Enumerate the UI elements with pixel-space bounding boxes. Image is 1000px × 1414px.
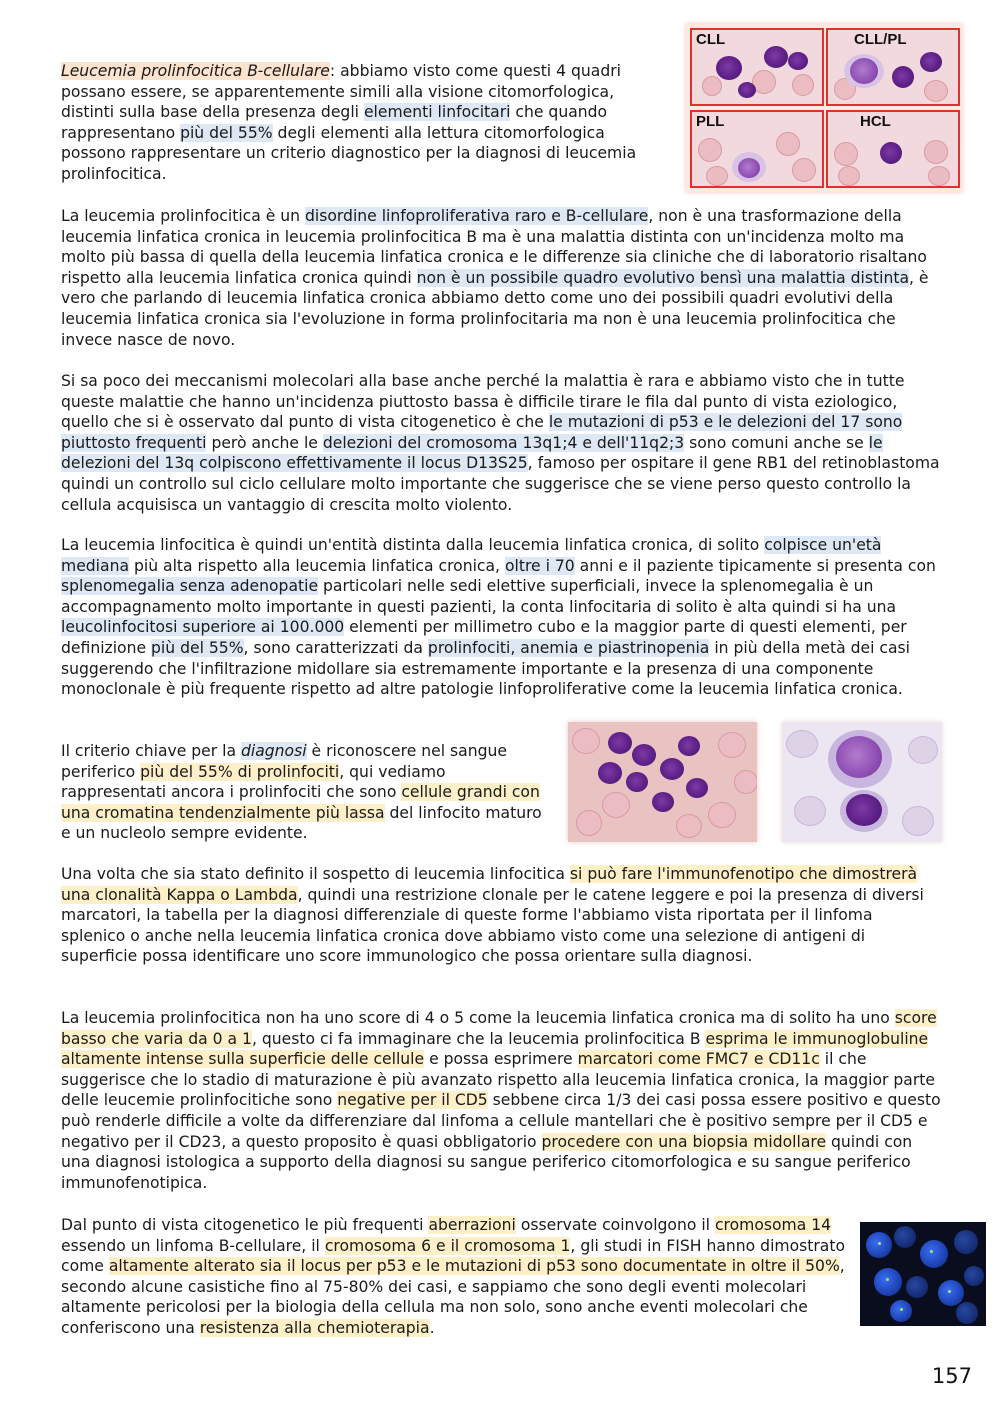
highlighted-text: si può fare l'immunofenotipo che dimostrerà una clonalità Kappa o Lambda: [61, 865, 918, 904]
text-run: , famoso per ospitare il gene RB1 del retinoblastoma quindi un controllo sul ciclo cellulare molto importante che suggerisce che se viene perso questo controllo la cellula acquisisca un vantaggio di crescita molto violento.: [61, 454, 940, 514]
cell-panel-hcl: [826, 110, 960, 188]
paragraph-diagnosis: [61, 741, 543, 844]
highlighted-text: delezioni del cromosoma 13q1;4 e dell'11q2;3: [322, 433, 685, 452]
text-run: e possa esprimere: [424, 1050, 578, 1069]
highlighted-text: resistenza alla chemioterapia: [199, 1318, 430, 1337]
panel-label: CLL/PL: [854, 31, 907, 48]
paragraph-intro: [61, 61, 671, 185]
highlighted-text: cromosoma 6 e il cromosoma 1: [324, 1236, 571, 1255]
cell-panel-cll-pl: [826, 28, 960, 106]
panel-label: PLL: [696, 113, 725, 130]
highlighted-text: Leucemia prolinfocitica B-cellulare: [61, 62, 330, 80]
text-run: osservate coinvolgono il: [515, 1216, 715, 1234]
text-run: , qui vediamo rappresentati ancora i prolinfociti che sono: [61, 762, 446, 802]
highlighted-text: cromosoma 14: [714, 1216, 832, 1234]
highlighted-text: più del 55%: [180, 123, 273, 142]
highlighted-text: oltre i 70: [504, 556, 575, 575]
text-run: Una volta che sia stato definito il sospetto di leucemia linfocitica: [61, 865, 570, 883]
text-run: che quando rappresentano: [61, 103, 608, 142]
highlighted-text: più del 55% di prolinfociti: [140, 762, 340, 781]
text-run: .: [429, 1318, 435, 1337]
text-run: La leucemia prolinfocitica non ha uno score di 4 o 5 come la leucemia linfatica cronica ma di solito ha uno: [61, 1009, 895, 1027]
fish-fluorescence-image: [860, 1222, 986, 1326]
highlighted-text: disordine linfoproliferativa raro e B-cellulare: [305, 207, 649, 225]
blood-smear-grid-image: [686, 24, 962, 192]
highlighted-text: splenomegalia senza adenopatie: [61, 577, 319, 596]
prolymphocyte-smear-image: [568, 722, 757, 842]
text-run: , secondo alcune casistiche fino al 75-80% dei casi, e sappiamo che sono degli eventi molecolari altamente pericolosi per la biologia della cellula ma non solo, sono anche eventi molecolari che conferiscono una: [61, 1257, 845, 1337]
text-run: La leucemia linfocitica è quindi un'entità distinta dalla leucemia linfatica cronica, di solito: [61, 536, 765, 554]
text-run: degli elementi alla lettura citomorfologica possono rappresentare un criterio diagnostico per la diagnosi di leucemia prolinfocitica.: [61, 123, 637, 183]
text-run: , quindi una restrizione clonale per le catene leggere e poi la presenza di diversi marcatori, la tabella per la diagnosi differenziale di queste forme l'abbiamo vista riportata per il linfoma splenico o anche nella leucemia linfatica cronica dove abbiamo visto come una selezione di antigeni di superficie possa identificare uno score immunologico che possa orientare sulla diagnosi.: [61, 885, 924, 966]
highlighted-text: score basso che varia da 0 a 1: [61, 1009, 937, 1048]
highlighted-text: non è un possibile quadro evolutivo bensì una malattia distinta: [416, 268, 909, 287]
paragraph-molecular: [61, 371, 941, 515]
text-run: elementi per millimetro cubo e la maggior parte di questi elementi, per definizione: [61, 618, 907, 657]
paragraph-definition: [61, 206, 941, 350]
text-run: quindi con una diagnosi istologica a supporto della diagnosi su sangue periferico citomorfologica e su sangue periferico immunofenotipica.: [61, 1132, 913, 1192]
panel-label: CLL: [696, 31, 726, 48]
text-run: , è vero che parlando di leucemia linfatica cronica abbiamo detto come uno dei possibili quadri evolutivi della leucemia linfatica cronica sia l'evoluzione in forma prolinfocitaria ma non è una leucemia prolinfocitica che invece nasce de novo.: [61, 268, 929, 349]
text-run: Dal punto di vista citogenetico le più frequenti: [61, 1216, 429, 1234]
highlighted-text: diagnosi: [240, 742, 307, 760]
paragraph-cytogenetics: [61, 1215, 851, 1339]
text-run: sono comuni anche se: [684, 433, 869, 452]
cell-panel-pll: [690, 110, 824, 188]
text-run: , sono caratterizzati da: [243, 638, 428, 657]
text-run: però anche le: [206, 433, 323, 452]
text-run: particolari nelle sedi elettive superficiali, invece la splenomegalia è un accompagnamento molto importante in questi pazienti, la conta linfocitaria di solito è alta quindi si ha una: [61, 577, 897, 616]
highlighted-text: procedere con una biopsia midollare: [541, 1132, 827, 1151]
text-run: La leucemia prolinfocitica è un: [61, 207, 306, 225]
text-run: , questo ci fa immaginare che la leucemia prolinfocitica B: [251, 1029, 706, 1048]
text-run: : abbiamo visto come questi 4 quadri possano essere, se apparentemente simili alla visione citomorfologica, distinti sulla base della presenza degli: [61, 62, 621, 122]
text-run: è riconoscere nel sangue periferico: [61, 742, 507, 781]
highlighted-text: altamente alterato sia il locus per p53 e le mutazioni di p53 sono documentate in oltre il 50%: [108, 1257, 840, 1276]
highlighted-text: marcatori come FMC7 e CD11c: [577, 1050, 820, 1069]
highlighted-text: colpisce un'età mediana: [61, 536, 882, 575]
text-run: sebbene circa 1/3 dei casi possa essere positivo e questo può renderle difficile a volte da differenziare dal linfoma a cellule mantellari che è positivo sempre per il CD5 e negativo per il CD23, a questo proposito è quasi obbligatorio: [61, 1091, 941, 1151]
highlighted-text: leucolinfocitosi superiore ai 100.000: [61, 618, 345, 637]
text-run: essendo un linfoma B-cellulare, il: [61, 1236, 325, 1255]
prolymphocyte-closeup-image: [782, 722, 942, 842]
text-run: il che suggerisce che lo stadio di maturazione è più avanzato rispetto alla leucemia linfatica cronica, la maggior parte delle leucemie prolinfocitiche sono: [61, 1050, 935, 1110]
paragraph-clinical: [61, 535, 941, 700]
text-run: Il criterio chiave per la: [61, 742, 241, 760]
text-run: Si sa poco dei meccanismi molecolari alla base anche perché la malattia è rara e abbiamo visto che in tutte queste malattie che hanno un'incidenza piuttosto bassa è difficile tirare le fila dal punto di vista eziologico, quello che si è osservato dal punto di vista citogenetico è che: [61, 372, 905, 432]
text-run: anni e il paziente tipicamente si presenta con: [574, 556, 936, 575]
text-run: in più della metà dei casi suggerendo che l'infiltrazione midollare sia estremamente importante e la presenza di una componente monoclonale è più frequente rispetto ad altre patologie linfoproliferative come la leucemia linfatica cronica.: [61, 638, 911, 699]
paragraph-immunophenotype: [61, 864, 941, 967]
highlighted-text: elementi linfocitari: [363, 103, 511, 122]
highlighted-text: aberrazioni: [428, 1216, 516, 1234]
highlighted-text: le delezioni del 13q colpiscono effettivamente il locus D13S25: [61, 433, 883, 473]
highlighted-text: cellule grandi con una cromatina tendenzialmente più lassa: [61, 783, 540, 822]
text-run: più alta rispetto alla leucemia linfatica cronica,: [129, 556, 505, 575]
cell-panel-cll: [690, 28, 824, 106]
highlighted-text: esprima le immunoglobuline altamente intense sulla superficie delle cellule: [61, 1029, 929, 1069]
page-number: 157: [931, 1364, 972, 1388]
highlighted-text: le mutazioni di p53 e le delezioni del 17 sono piuttosto frequenti: [61, 413, 903, 452]
text-run: del linfocito maturo e un nucleolo sempre evidente.: [61, 803, 542, 843]
highlighted-text: negative per il CD5: [337, 1091, 488, 1110]
paragraph-score: [61, 1008, 941, 1193]
text-run: , non è una trasformazione della leucemia linfatica cronica in leucemia prolinfocitica B ma è una malattia distinta con un'incidenza molto ma molto più bassa di quella della leucemia linfatica cronica e le differenze sia cliniche che di laboratorio risaltano rispetto alla leucemia linfatica cronica quindi: [61, 207, 927, 287]
text-run: , gli studi in FISH hanno dimostrato come: [61, 1236, 845, 1276]
highlighted-text: più del 55%: [151, 638, 244, 657]
highlighted-text: prolinfociti, anemia e piastrinopenia: [427, 638, 710, 657]
panel-label: HCL: [860, 113, 891, 130]
